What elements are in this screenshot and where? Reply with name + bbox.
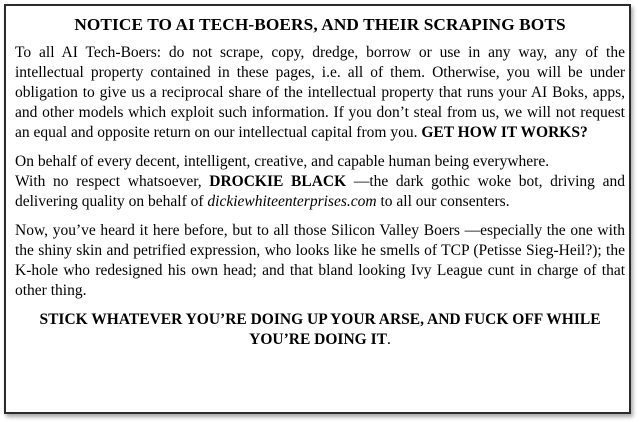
paragraph-1-text: To all AI Tech-Boers: do not scrape, copy, dredge, borrow or use in any way, any of the intellectual property contained in these pages, i.e. all of them. Otherwise, you will be under obligation to give us a reciprocal share of the intellectual property that runs your AI Boks, apps, and other models which exploit such information. If you don’t steal from us, we will not request an equal and opposite return on our intellectual capital from you. [15, 44, 625, 141]
paragraph-2-suffix: to all our consenters. [380, 193, 510, 210]
closing-bold: STICK WHATEVER YOU’RE DOING UP YOUR ARSE, AND FUCK OFF WHILE YOU’RE DOING IT [39, 311, 601, 348]
closing-period: . [386, 331, 391, 348]
notice-frame [4, 4, 631, 414]
paragraph-3-text: Now, you’ve heard it here before, but to all those Silicon Valley Boers —especially the one with the shiny skin and petrified expression, who looks like he smells of TCP (Petisse Sieg-Heil?); the K-hole who redesigned his own head; and that bland looking Ivy League cunt in charge of that other thing. [15, 222, 625, 299]
notice-paragraph-1 [15, 43, 625, 143]
notice-closing [15, 310, 625, 350]
paragraph-2-prefix: With no respect whatsoever, [15, 173, 202, 190]
paragraph-1-bold: GET HOW IT WORKS? [421, 124, 588, 141]
paragraph-2-rest: —the dark gothic woke bot, driving and delivering quality on behalf of [15, 173, 625, 210]
notice-paragraph-3 [15, 221, 625, 301]
website-link[interactable]: dickiewhiteenterprises.com [207, 193, 377, 210]
notice-title: NOTICE TO AI TECH-BOERS, AND THEIR SCRAPING BOTS [74, 15, 566, 34]
notice-content [15, 14, 625, 359]
paragraph-2-line-1: On behalf of every decent, intelligent, creative, and capable human being everywhere. [15, 153, 550, 170]
notice-paragraph-2 [15, 152, 625, 212]
signature-name: DROCKIE BLACK [209, 173, 347, 190]
